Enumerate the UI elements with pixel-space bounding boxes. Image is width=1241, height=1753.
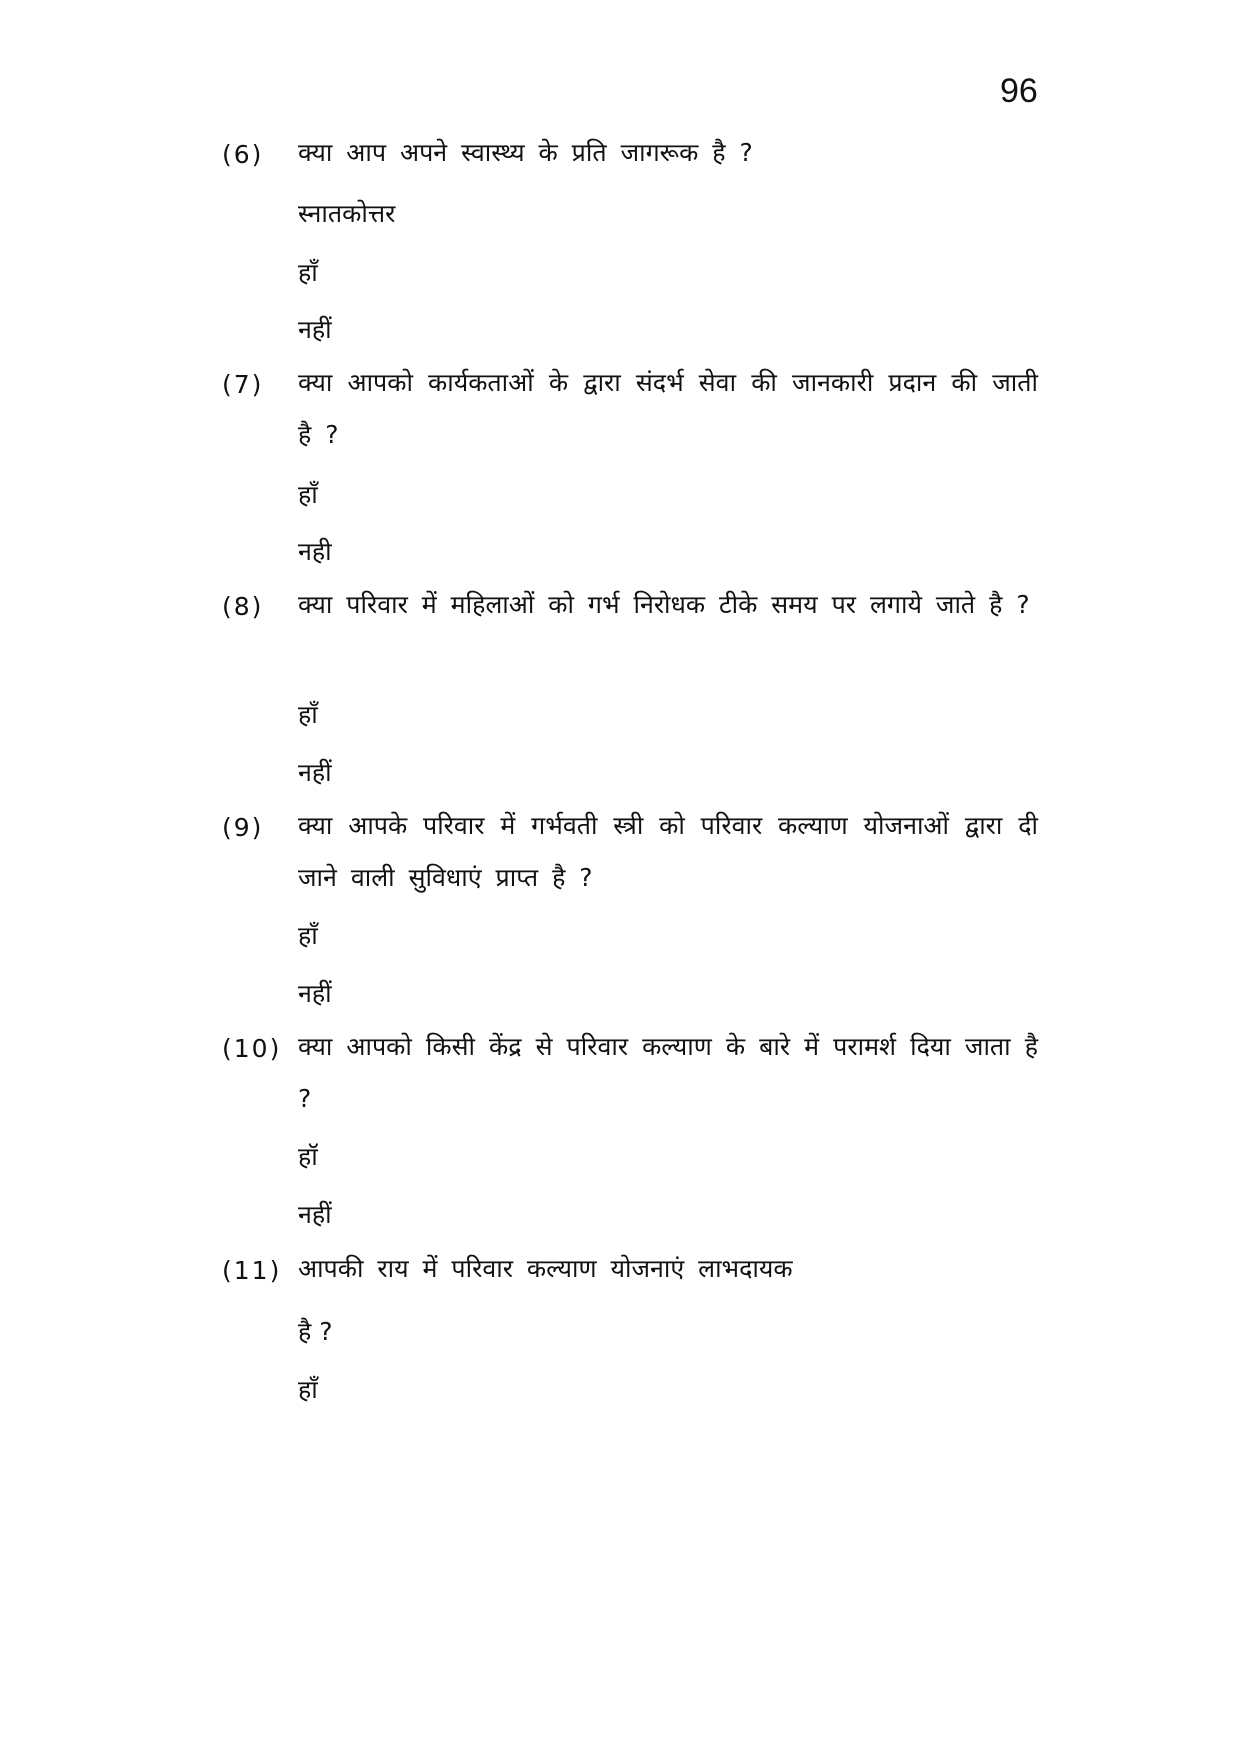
question-number: (11) [222,1256,282,1285]
option-yes: हॉ [298,1142,318,1171]
question-text: क्या आपको कार्यकताओं के द्वारा संदर्भ सेवा की जानकारी प्रदान की जाती है ? [298,368,1038,449]
question-text: क्या परिवार में महिलाओं को गर्भ निरोधक टीके समय पर लगाये जाते है ? [298,590,1030,619]
option-yes: हाँ [298,700,318,729]
question-number: (10) [222,1034,282,1063]
option-no: नहीं [298,758,332,787]
page-number: 96 [1000,72,1038,110]
option-no: नहीं [298,1200,332,1229]
option-yes: हाँ [298,921,318,950]
option-no: नहीं [298,979,332,1008]
question-text: क्या आपको किसी केंद्र से परिवार कल्याण के बारे में परामर्श दिया जाता है ? [298,1032,1038,1113]
option-yes: हाँ [298,1375,318,1404]
option-yes: हाँ [298,480,318,509]
question-number: (9) [222,813,264,842]
question-continuation: है ? [298,1317,333,1346]
option-text: स्नातकोत्तर [298,199,396,228]
question-text: क्या आप अपने स्वास्थ्य के प्रति जागरूक है ? [298,138,753,167]
question-text: आपकी राय में परिवार कल्याण योजनाएं लाभदायक [298,1254,793,1283]
question-number: (7) [222,370,264,399]
question-text: क्या आपके परिवार में गर्भवती स्त्री को परिवार कल्याण योजनाओं द्वारा दी जाने वाली सुविधाएं प्राप्त है ? [298,811,1038,892]
option-no: नहीं [298,315,332,344]
option-yes: हाँ [298,258,318,287]
question-number: (8) [222,592,264,621]
question-number: (6) [222,140,264,169]
option-no: नही [298,537,332,566]
